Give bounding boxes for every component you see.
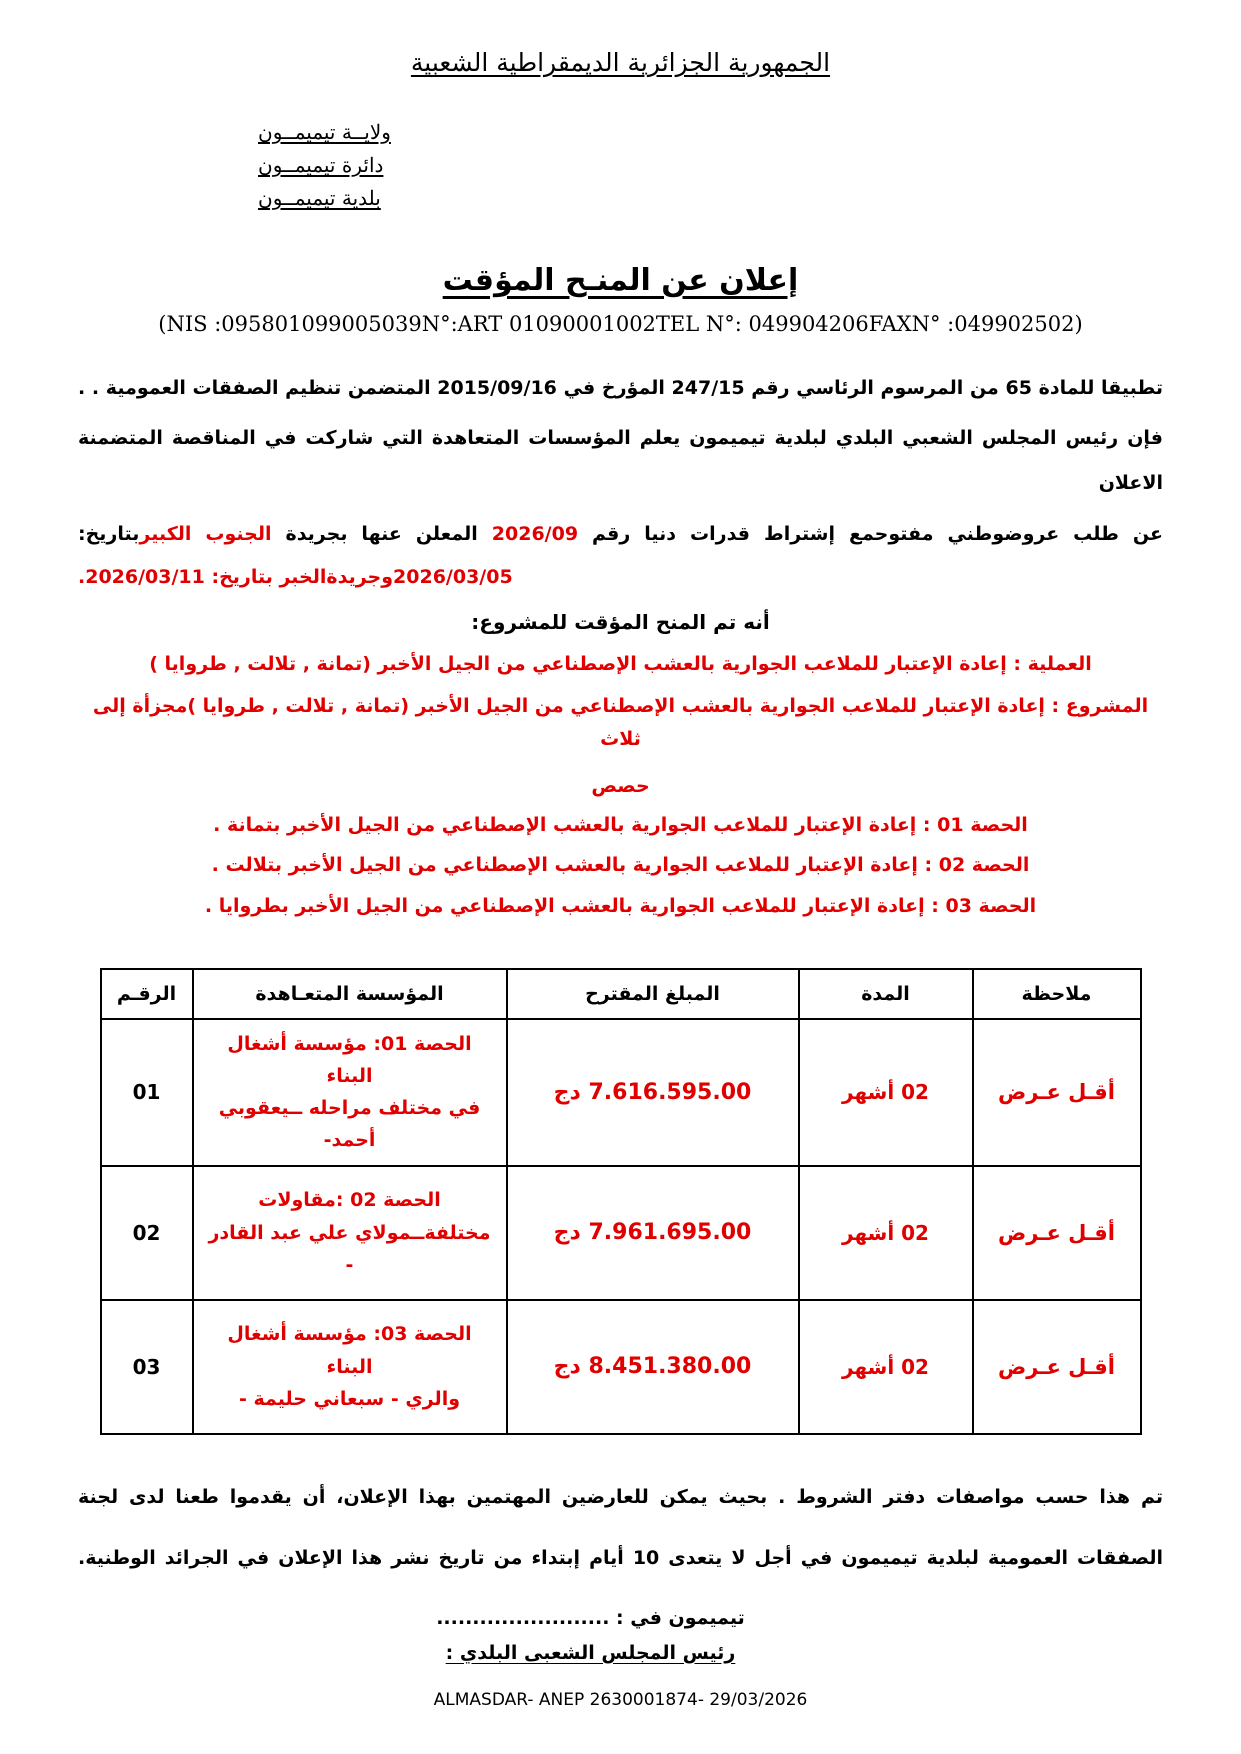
paragraph-notice-intro: فإن رئيس المجلس الشعبي البلدي لبلدية تيميمون يعلم المؤسسات المتعاهدة التي شاركت في المناقصة المتضمنة الاعلان bbox=[78, 427, 1163, 495]
page-title-text: إعلان عن المنـح المؤقت bbox=[442, 262, 799, 298]
tender-ref-part3: بتاريخ: bbox=[78, 522, 140, 545]
table-header-row bbox=[101, 969, 1141, 1019]
cell-organization-2-line2: مختلفةــمولاي علي عبد القادر - bbox=[208, 1221, 491, 1276]
column-header-amount: المبلغ المقترح bbox=[507, 969, 799, 1019]
republic-header bbox=[78, 46, 1163, 80]
column-header-period: المدة bbox=[799, 969, 973, 1019]
identifiers-line: (NIS :095801099005039N°:ART 01090001002TEL N°: 049904206FAXN° :049902502) bbox=[158, 311, 1083, 336]
newspaper-name: الجنوب الكبير bbox=[139, 522, 272, 545]
cell-number-3: 03 bbox=[101, 1300, 193, 1434]
column-header-note: ملاحظة bbox=[973, 969, 1141, 1019]
cell-note-3: أقـل عـرض bbox=[973, 1300, 1141, 1434]
baladia-text: بلدية تيميمــون bbox=[258, 185, 381, 210]
tender-ref-part2: المعلن عنها بجريدة bbox=[285, 522, 478, 545]
cell-note-1: أقـل عـرض bbox=[973, 1019, 1141, 1166]
cell-number-1: 01 bbox=[101, 1019, 193, 1166]
cell-amount-1: 7.616.595.00 دج bbox=[507, 1019, 799, 1166]
lot-description-2: الحصة 02 : إعادة الإعتبار للملاعب الجوارية بالعشب الإصطناعي من الجيل الأخبر بتلالت . bbox=[211, 854, 1030, 877]
table-row bbox=[101, 1300, 1141, 1434]
column-header-organization: المؤسسة المتعـاهدة bbox=[193, 969, 507, 1019]
project-description-line2: حصص bbox=[591, 775, 650, 798]
cell-organization-2 bbox=[193, 1166, 507, 1300]
cell-period-2: 02 أشهر bbox=[799, 1166, 973, 1300]
republic-header-text: الجمهورية الجزائرية الديمقراطية الشعبية bbox=[410, 48, 831, 77]
cell-note-2: أقـل عـرض bbox=[973, 1166, 1141, 1300]
cell-organization-1-line2: في مختلف مراحله ــيعقوبي أحمد- bbox=[218, 1097, 481, 1152]
column-header-number: الرقـم bbox=[101, 969, 193, 1019]
cell-amount-3: 8.451.380.00 دج bbox=[507, 1300, 799, 1434]
project-description-line1: المشروع : إعادة الإعتبار للملاعب الجوارية بالعشب الإصطناعي من الجيل الأخبر (تمانة , تلالت , طروايا )مجزأة إلى ثلاث bbox=[92, 694, 1149, 750]
lot-description-1: الحصة 01 : إعادة الإعتبار للملاعب الجوارية بالعشب الإصطناعي من الجيل الأخبر بتمانة . bbox=[213, 814, 1028, 837]
wilaya-line bbox=[258, 116, 1163, 149]
table-row bbox=[101, 1166, 1141, 1300]
closing-paragraph-line1: تم هذا حسب مواصفات دفتر الشروط . بحيث يمكن للعارضين المهتمين بهذا الإعلان، أن يقدموا طعنا لدى لجنة bbox=[78, 1485, 1163, 1508]
administrative-block bbox=[78, 116, 1163, 215]
signature-role: رئيس المجلس الشعبى البلدي : bbox=[445, 1641, 736, 1664]
cell-organization-3-line2: والري - سبعاني حليمة - bbox=[238, 1387, 461, 1410]
wilaya-text: ولايــة تيميمــون bbox=[258, 119, 391, 144]
cell-period-3: 02 أشهر bbox=[799, 1300, 973, 1434]
cell-organization-1 bbox=[193, 1019, 507, 1166]
cell-organization-3-line1: الحصة 03: مؤسسة أشغال البناء bbox=[227, 1323, 472, 1378]
cell-number-2: 02 bbox=[101, 1166, 193, 1300]
publication-dates: 2026/03/05وجريدةالخبر بتاريخ: 2026/03/11. bbox=[78, 566, 513, 589]
signature-block bbox=[78, 1601, 1163, 1669]
award-intro: أنه تم المنح المؤقت للمشروع: bbox=[471, 610, 770, 635]
daira-text: دائرة تيميمــون bbox=[258, 152, 384, 177]
operation-description: العملية : إعادة الإعتبار للملاعب الجوارية بالعشب الإصطناعي من الجيل الأخبر (تمانة , تلالت , طروايا ) bbox=[149, 653, 1092, 676]
closing-paragraph-line2: الصفقات العمومية لبلدية تيميمون في أجل لا يتعدى 10 أيام إبتداء من تاريخ نشر هذا الإعلان في الجرائد الوطنية. bbox=[78, 1546, 1163, 1569]
cell-amount-2: 7.961.695.00 دج bbox=[507, 1166, 799, 1300]
cell-organization-1-line1: الحصة 01: مؤسسة أشغال البناء bbox=[227, 1032, 472, 1087]
cell-organization-3 bbox=[193, 1300, 507, 1434]
lot-description-3: الحصة 03 : إعادة الإعتبار للملاعب الجوارية بالعشب الإصطناعي من الجيل الأخبر بطروايا . bbox=[204, 894, 1037, 917]
paragraph-legal-basis: تطبيقا للمادة 65 من المرسوم الرئاسي رقم 247/15 المؤرخ في 2015/09/16 المتضمن تنظيم الصفقات العمومية . . bbox=[78, 376, 1164, 399]
table-row bbox=[101, 1019, 1141, 1166]
footer-reference: ALMASDAR- ANEP 2630001874- 29/03/2026 bbox=[433, 1690, 808, 1710]
page-title bbox=[78, 263, 1163, 298]
cell-organization-2-line1: الحصة 02 :مقاولات bbox=[258, 1189, 441, 1212]
daira-line bbox=[258, 149, 1163, 182]
tender-ref-part1: عن طلب عروضوطني مفتوحمع إشتراط قدرات دنيا رقم bbox=[592, 522, 1164, 545]
award-table bbox=[100, 968, 1142, 1435]
paragraph-tender-reference bbox=[78, 512, 1163, 557]
baladia-line bbox=[258, 182, 1163, 215]
cell-period-1: 02 أشهر bbox=[799, 1019, 973, 1166]
tender-number: 2026/09 bbox=[491, 522, 579, 545]
signature-place: تيميمون في : ........................ bbox=[436, 1607, 745, 1630]
